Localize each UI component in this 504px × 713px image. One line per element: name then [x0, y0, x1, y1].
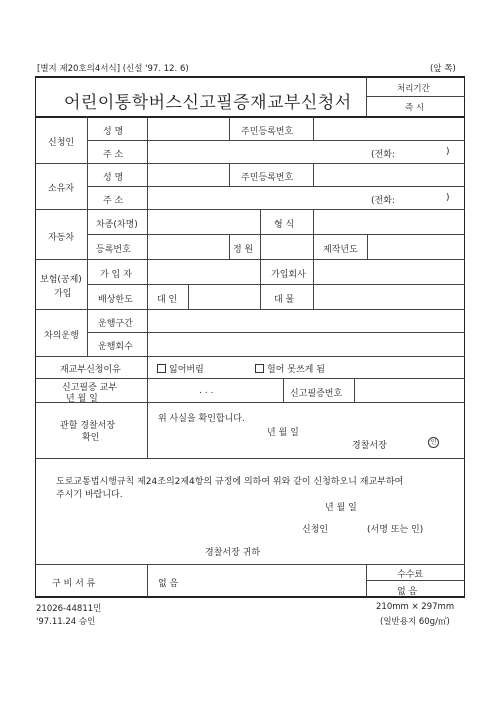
- insurance-section-label: 보험(공제): [40, 275, 82, 285]
- processing-period-label: 처리기간: [397, 84, 430, 94]
- applicant-name-label: 성 명: [103, 127, 124, 137]
- statement-line-1: 도로교통법시행규칙 제24조의2제4항의 규정에 의하여 위와 같이 신청하오니 재교부하여: [56, 477, 404, 487]
- applicant-phone-field[interactable]: [405, 142, 445, 161]
- vehicle-reg-field[interactable]: [149, 236, 227, 257]
- fee-value: 없 음: [397, 587, 418, 597]
- vehicle-model-field[interactable]: [149, 211, 258, 232]
- police-confirm-label-2: 확인: [82, 433, 100, 443]
- owner-phone-field[interactable]: [405, 188, 445, 207]
- owner-rrn-field[interactable]: [315, 165, 463, 184]
- trip-count-field[interactable]: [149, 334, 463, 354]
- damaged-checkbox[interactable]: [255, 364, 264, 373]
- property-damage-label: 대 물: [274, 295, 295, 305]
- approval-date: '97.11.24 승인: [36, 617, 96, 627]
- owner-rrn-label: 주민등록번호: [241, 173, 294, 183]
- owner-name-field[interactable]: [149, 165, 227, 184]
- applicant-rrn-field[interactable]: [315, 119, 463, 138]
- owner-name-label: 성 명: [103, 173, 124, 183]
- vehicle-year-label: 제작년도: [323, 245, 358, 255]
- insured-field[interactable]: [149, 261, 258, 282]
- property-damage-field[interactable]: [315, 286, 463, 307]
- applicant-phone-label: (전화:: [371, 150, 395, 160]
- issue-date-label-2: 년 월 일: [66, 394, 98, 404]
- fee-label: 수수료: [397, 570, 424, 580]
- insurance-company-field[interactable]: [315, 261, 463, 282]
- confirm-statement: 위 사실을 확인합니다.: [158, 414, 245, 424]
- owner-address-label: 주 소: [103, 196, 124, 206]
- vehicle-reg-label: 등록번호: [96, 245, 131, 255]
- applicant-address-label: 주 소: [103, 150, 124, 160]
- route-field[interactable]: [149, 311, 463, 330]
- applicant-section-label: 신청인: [48, 138, 75, 148]
- reason-lost-option[interactable]: [157, 362, 204, 375]
- reason-damaged-option[interactable]: [255, 362, 325, 375]
- applicant-address-field[interactable]: [149, 142, 369, 161]
- vehicle-type-label: 형 식: [274, 220, 295, 230]
- vehicle-model-label: 차종(차명): [96, 220, 138, 230]
- reason-lost-text: 잃어버림: [169, 365, 204, 375]
- issue-date-label: 신고필증 교부: [62, 383, 118, 393]
- vehicle-capacity-field[interactable]: [262, 236, 311, 257]
- insurance-company-label: 가입회사: [271, 270, 306, 280]
- vehicle-section-label: 자동차: [48, 233, 75, 243]
- processing-period-value: 즉 시: [405, 103, 425, 113]
- applicant-rrn-label: 주민등록번호: [241, 127, 294, 137]
- liability-limit-label: 배상한도: [98, 295, 133, 305]
- statement-date: 년 월 일: [325, 503, 357, 513]
- confirm-date: 년 월 일: [267, 428, 299, 438]
- reason-damaged-text: 헐어 못쓰게 됨: [267, 365, 325, 375]
- lost-checkbox[interactable]: [157, 364, 166, 373]
- form-title: 어린이통학버스신고필증재교부신청서: [64, 93, 352, 113]
- page-side-label: (앞 쪽): [430, 64, 456, 74]
- statement-applicant-label: 신청인: [302, 525, 329, 535]
- vehicle-capacity-label: 정 원: [233, 245, 254, 255]
- required-documents-label: 구 비 서 류: [52, 579, 96, 589]
- vehicle-year-field[interactable]: [369, 236, 463, 257]
- owner-phone-close: ): [446, 193, 450, 203]
- certificate-number-label: 신고필증번호: [290, 389, 343, 399]
- route-label: 운행구간: [98, 319, 133, 329]
- vehicle-type-field[interactable]: [315, 211, 463, 232]
- reissue-reason-label: 재교부신청이유: [60, 365, 121, 375]
- owner-section-label: 소유자: [48, 184, 75, 194]
- owner-phone-label: (전화:: [371, 196, 395, 206]
- seal-mark: 인: [428, 437, 439, 448]
- applicant-name-field[interactable]: [149, 119, 227, 138]
- form-reference: [별지 제20호의4서식] (신설 '97. 12. 6): [37, 64, 189, 74]
- required-documents-value: 없 음: [158, 579, 179, 589]
- insured-label: 가 입 자: [100, 270, 132, 280]
- paper-size: 210mm × 297mm: [376, 602, 455, 612]
- certificate-number-field[interactable]: [356, 380, 463, 400]
- police-confirm-label: 관할 경찰서장: [60, 421, 116, 431]
- statement-line-2: 주시기 바랍니다.: [56, 490, 123, 500]
- form-code: 21026-44811민: [36, 604, 102, 614]
- paper-type: (일반용지 60g/㎡): [380, 617, 450, 627]
- insurance-section-label-2: 가입: [54, 289, 72, 299]
- sign-or-seal-hint: (서명 또는 인): [367, 525, 424, 535]
- trip-count-label: 운행회수: [98, 342, 133, 352]
- recipient-label: 경찰서장 귀하: [205, 548, 261, 558]
- bodily-injury-field[interactable]: [190, 286, 258, 307]
- applicant-phone-close: ): [446, 147, 450, 157]
- issue-date-field[interactable]: . . .: [199, 386, 214, 396]
- owner-address-field[interactable]: [149, 188, 369, 207]
- confirm-signer: 경찰서장: [352, 441, 387, 451]
- operation-section-label: 차의운행: [44, 331, 79, 341]
- bodily-injury-label: 대 인: [157, 295, 178, 305]
